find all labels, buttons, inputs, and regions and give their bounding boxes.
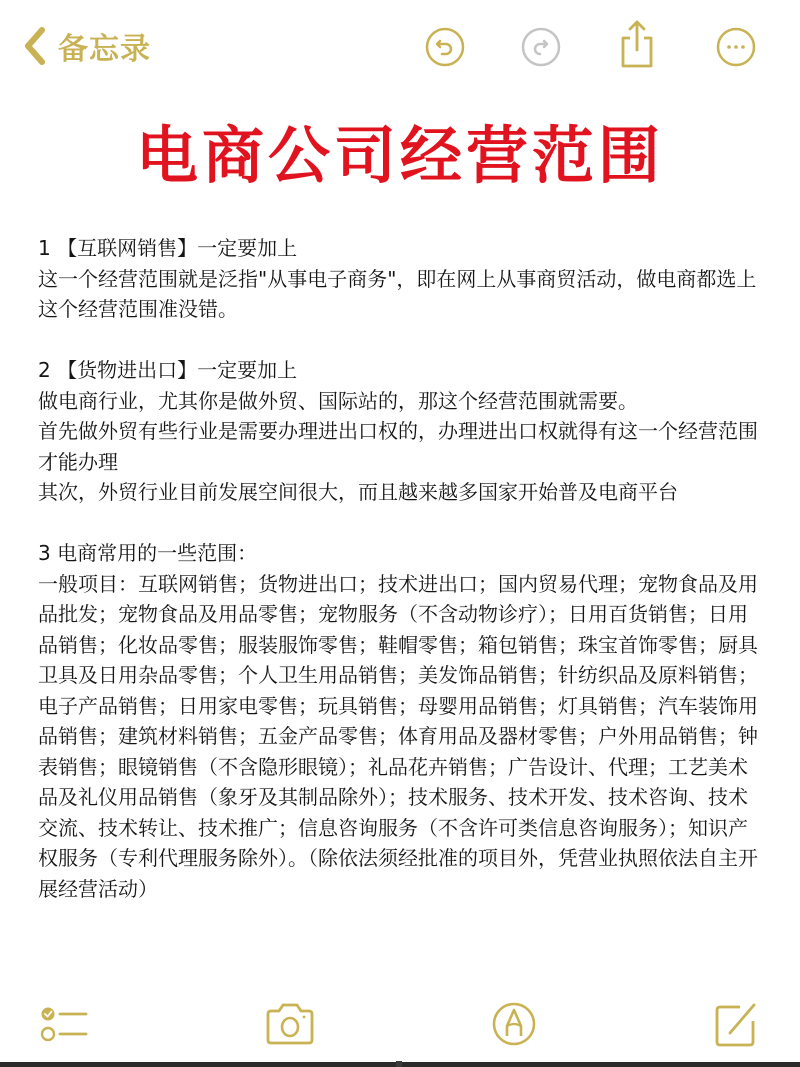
undo-button[interactable] (422, 22, 468, 72)
section-paragraph: 这一个经营范围就是泛指"从事电子商务"，即在网上从事商贸活动，做电商都选上这个经营范围准没错。 (38, 266, 757, 321)
more-button[interactable] (713, 22, 759, 72)
bottom-toolbar (0, 990, 800, 1060)
section-paragraph: 首先做外贸有些行业是需要办理进出口权的，办理进出口权就得有这一个经营范围才能办理 (38, 419, 758, 474)
section-paragraph: 做电商行业，尤其你是做外贸、国际站的，那这个经营范围就需要。 (38, 388, 638, 413)
undo-icon (424, 26, 466, 68)
share-button[interactable] (614, 16, 660, 72)
camera-icon (263, 1001, 317, 1047)
section-1 (38, 233, 766, 325)
more-icon (715, 26, 757, 68)
section-3 (38, 538, 766, 904)
section-paragraph: 其次，外贸行业目前发展空间很大，而且越来越多国家开始普及电商平台 (38, 480, 678, 504)
scroll-marker (396, 1061, 402, 1067)
checklist-icon (38, 999, 94, 1049)
section-paragraph: 一般项目：互联网销售；货物进出口；技术进出口；国内贸易代理；宠物食品及用品批发；宠物食品及用品零售；宠物服务（不含动物诊疗）；日用百货销售；日用品销售；化妆品零售；服装服饰零售；鞋帽零售；箱包销售；珠宝首饰零售；厨具卫具及日用杂品零售；个人卫生用品销售；美发饰品销售；针纺织品及原料销售；电子产品销售；日用家电零售；玩具销售；母婴用品销售；灯具销售；汽车装饰用品销售；建筑材料销售；五金产品零售；体育用品及器材零售；户外用品销售；钟表销售；眼镜销售（不含隐形眼镜）；礼品花卉销售；广告设计、代理；工艺美术品及礼仪用品销售（象牙及其制品除外）；技术服务、技术开发、技术咨询、技术交流、技术转让、技术推广；信息咨询服务（不含许可类信息咨询服务）；知识产权服务（专利代理服务除外）。（除依法须经批准的项目外，凭营业执照依法自主开展经营活动） (38, 571, 758, 901)
share-icon (617, 18, 657, 70)
section-heading: 2 【货物进出口】一定要加上 (38, 358, 298, 382)
markup-icon (490, 1000, 538, 1048)
compose-icon (712, 999, 760, 1049)
camera-button[interactable] (260, 994, 320, 1054)
chevron-left-icon (22, 26, 48, 66)
checklist-button[interactable] (36, 994, 96, 1054)
note-body[interactable] (38, 233, 766, 904)
markup-button[interactable] (484, 994, 544, 1054)
section-heading: 3 电商常用的一些范围： (38, 541, 258, 565)
top-navigation-bar (0, 0, 800, 92)
back-label: 备忘录 (58, 32, 151, 67)
compose-button[interactable] (706, 994, 766, 1054)
redo-button[interactable] (518, 22, 564, 72)
section-2 (38, 355, 766, 508)
section-heading: 1 【互联网销售】一定要加上 (38, 236, 298, 260)
redo-icon (520, 26, 562, 68)
note-title: 电商公司经营范围 (135, 119, 664, 192)
back-button[interactable] (22, 24, 151, 68)
